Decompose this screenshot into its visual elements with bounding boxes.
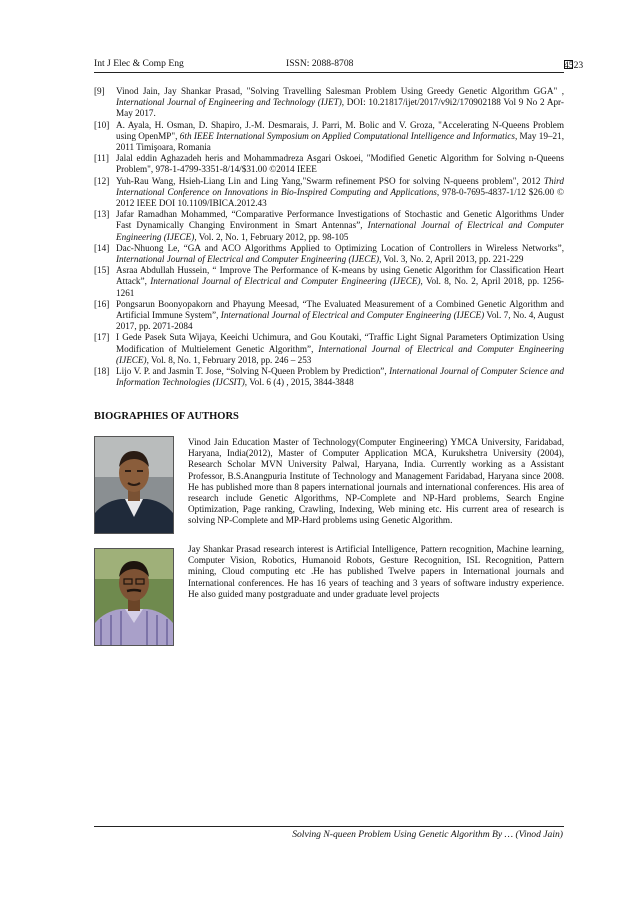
reference-item: [13] Jafar Ramadhan Mohammed, “Comparative Performance Investigations of Stochastic and Genetic Algorithms Under Fast Dynamically Changing Environment in Smart Antennas”, International Journal of Electrical and Computer Engineering (IJECE), Vol. 2, No. 1, February 2012, pp. 98-105 xyxy=(94,209,564,242)
page-footer: Solving N-queen Problem Using Genetic Algorithm By … (Vinod Jain) xyxy=(292,829,563,840)
reference-list xyxy=(94,86,564,388)
reference-item: [10] A. Ayala, H. Osman, D. Shapiro, J.-M. Desmarais, J. Parri, M. Bolic and V. Groza, "Accelerating N-Queens Problem using OpenMP", 6th IEEE International Symposium on Applied Computational Intelligence and Informatics, May 19–21, 2011 Timişoara, Romania xyxy=(94,119,564,153)
author-photo-vinod-jain xyxy=(94,436,174,534)
portrait-1 xyxy=(95,437,173,533)
journal-name: Int J Elec & Comp Eng xyxy=(94,58,184,69)
footer-divider xyxy=(94,826,564,827)
reference-item: [9] Vinod Jain, Jay Shankar Prasad, "Solving Travelling Salesman Problem Using Greedy Genetic Algorithm GGA" , International Journal of Engineering and Technology (IJET), DOI: 10.21817/ijet/2017/v9i2/170902188 Vol 9 No 2 Apr-May 2017. xyxy=(94,86,564,119)
reference-item: [15] Asraa Abdullah Hussein, “ Improve The Performance of K-means by using Genetic Algorithm for Classification Heart Attack”, International Journal of Electrical and Computer Engineering (IJECE), Vol. 8, No. 2, April 2018, pp. 1256-1261 xyxy=(94,265,564,298)
reference-item: [14] Dac-Nhuong Le, “GA and ACO Algorithms Applied to Optimizing Location of Controllers in Wireless Networks”, International Journal of Electrical and Computer Engineering (IJECE), Vol. 3, No. 2, April 2013, pp. 221-229 xyxy=(94,242,564,265)
author-photo-jay-shankar-prasad xyxy=(94,548,174,646)
reference-item: [11] Jalal eddin Aghazadeh heris and Mohammadreza Asgari Oskoei, "Modified Genetic Algorithm for Solving n-Queens Problem", 978-1-4799-3351-8/14/$31.00 ©2014 IEEE xyxy=(94,153,564,175)
bio-jay-shankar-prasad: Jay Shankar Prasad research interest is Artificial Intelligence, Pattern recognition, Machine learning, Computer Vision, Robotics, Humanoid Robots, Gesture Recognition, ISL Recognition, Pattern mining, Cloud computing etc .He has published Twelve papers in International journals and International conferences. He has 16 years of teaching and 3 years of software industry experience. He also guided many postgraduate and under graduate level projects xyxy=(188,544,564,599)
issn: ISSN: 2088-8708 xyxy=(286,58,354,69)
biographies-heading: BIOGRAPHIES OF AUTHORS xyxy=(94,411,239,422)
portrait-2 xyxy=(95,549,173,645)
bio-vinod-jain: Vinod Jain Education Master of Technology(Computer Engineering) YMCA University, Faridabad, Haryana, India(2012), Master of Computer Application MCA, Kurukshetra University (2004), Research Scholar MVN University Palwal, Haryana, India. Currently working as a Assistant Professor, B.S.Anangpuria Institute of Technology and Management Faridabad, Haryana since 2008. He has published more than 8 papers international journals and international conferences. His area of research include Genetic Algorithms, NP-Complete and NP-Hard problems, Search Engine Optimization, Page ranking, Crawling, Indexing, Web mining etc. His current area of research is solving NP-Complete and MP-Hard problems using Genetic Algorithm. xyxy=(188,437,564,526)
page-header xyxy=(94,56,584,73)
reference-item: [17] I Gede Pasek Suta Wijaya, Keeichi Uchimura, and Gou Koutaki, “Traffic Light Signal Parameters Optimization Using Modification of Multielement Genetic Algorithm”, International Journal of Electrical and Computer Engineering (IJECE), Vol. 8, No. 1, February 2018, pp. 246 – 253 xyxy=(94,332,564,365)
reference-item: [16] Pongsarun Boonyopakorn and Phayung Meesad, “The Evaluated Measurement of a Combined Genetic Algorithm and Artificial Immune System”, International Journal of Electrical and Computer Engineering (IJECE) Vol. 7, No. 4, August 2017, pp. 2071-2084 xyxy=(94,298,564,332)
reference-item: [18] Lijo V. P. and Jasmin T. Jose, “Solving N-Queen Problem by Prediction”, International Journal of Computer Science and Information Technologies (IJCSIT), Vol. 6 (4) , 2015, 3844-3848 xyxy=(94,366,565,388)
reference-item: [12] Yuh-Rau Wang, Hsieh-Liang Lin and Ling Yang,"Swarm refinement PSO for solving N-queens problem", 2012 Third International Conference on Innovations in Bio-Inspired Computing and Applications, 978-0-7695-4837-1/12 $26.00 © 2012 IEEE DOI 10.1109/IBICA.2012.43 xyxy=(94,175,564,209)
page-number: 4523 xyxy=(564,60,584,71)
